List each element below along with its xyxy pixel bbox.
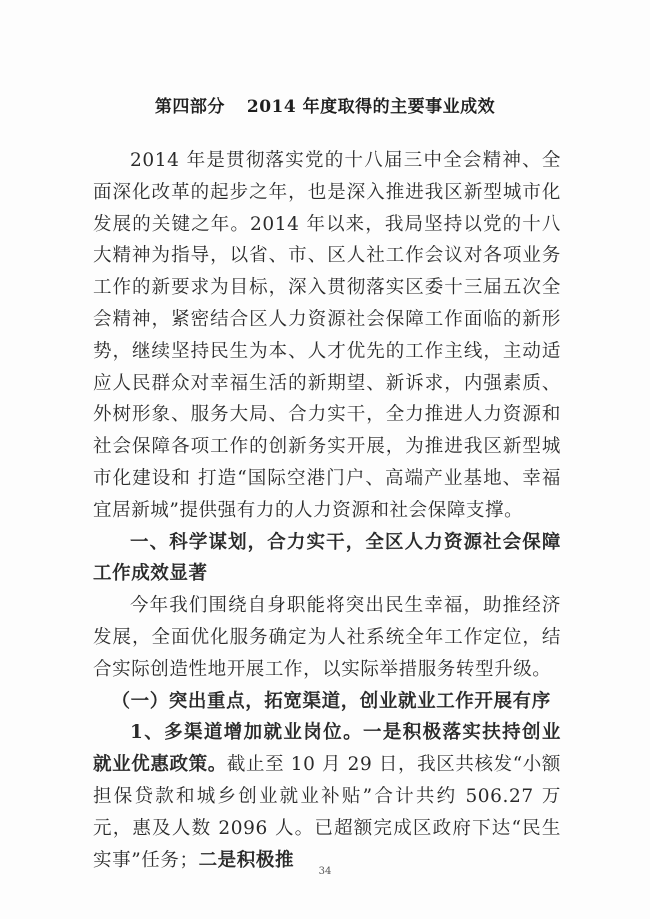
document-body [93,145,561,876]
page-title [0,92,650,117]
intro-paragraph: 2014 年是贯彻落实党的十八届三中全会精神、全面深化改革的起步之年，也是深入推进我区新型城市化发展的关键之年。2014 年以来，我局坚持以党的十八大精神为指导，以省、市、区人社工作会议对各项业务工作的新要求为目标，深入贯彻落实区委十三届五次全会精神，紧密结合区人力资源社会保障工作面临的新形势，继续坚持民生为本、人才优先的工作主线，主动适应人民群众对幸福生活的新期望、新诉求，内强素质、外树形象、服务大局、合力实干，全力推进人力资源和社会保障各项工作的创新务实开展，为推进我区新型城市化建设和 打造“国际空港门户、高端产业基地、幸福宜居新城”提供强有力的人力资源和社会保障支撑。 [93,150,561,521]
page-number: 34 [318,866,332,877]
item1-point1-label: 一是积极落实扶持创业就业优惠政策。 [93,722,561,776]
section1-paragraph: 今年我们围绕自身职能将突出民生幸福，助推经济发展，全面优化服务确定为人社系统全年工作定位，结合实际创造性地开展工作，以实际举措服务转型升级。 [93,595,561,680]
title-part: 第四部分 [154,97,225,117]
title-text: 2014 年度取得的主要事业成效 [246,97,496,117]
item1-point1-text: 截止至 10 月 29 日，我区共核发“小额担保贷款和城乡创业就业补贴”合计共约 506.27 万元，惠及人数 2096 人。已超额完成区政府下达“民生实事”任务； [93,754,561,871]
item1-heading: 1、多渠道增加就业岗位。 [130,722,363,744]
item1-paragraph [93,717,561,876]
item1-point2-label: 二是积极推 [198,849,295,871]
section1-heading: 一、科学谋划，合力实干，全区人力资源社会保障工作成效显著 [93,531,561,585]
subsection1-heading: （一）突出重点，拓宽渠道，创业就业工作开展有序 [111,690,551,712]
